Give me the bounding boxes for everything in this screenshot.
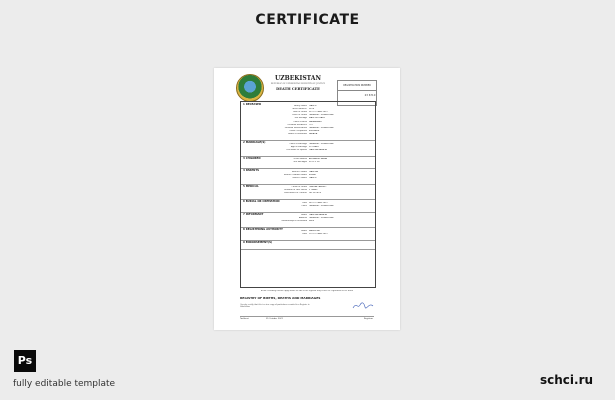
field-label: Duration of Last Illness xyxy=(284,189,307,192)
field-value: TASHKENT, UZBEKISTAN xyxy=(309,217,334,220)
field-value: TASHKENT, UZBEKISTAN xyxy=(309,142,334,145)
footer-place: Tashkent xyxy=(240,318,249,320)
field-label: Personal Residence xyxy=(287,123,307,126)
field-value: TASHKENT, UZBEKISTAN xyxy=(309,126,334,129)
template-label: fully editable template xyxy=(13,379,116,389)
field-value: ENGINEER xyxy=(309,130,320,133)
field-label: Date xyxy=(302,201,307,204)
field-label: Given Names xyxy=(293,158,307,161)
field-label: Mother's Name xyxy=(291,170,307,173)
country-name: UZBEKISTAN xyxy=(275,75,321,82)
field-label: Date of Death xyxy=(292,110,307,113)
registry-title: REGISTRY OF BIRTHS, DEATHS AND MARRIAGES xyxy=(240,296,321,300)
field-value: IVANOV xyxy=(309,104,317,107)
field-value: CARDIAC ARREST xyxy=(309,186,327,189)
form-row xyxy=(241,233,375,236)
registration-note: Before recording a death, apply under the Act or the registrar may refuse the registration of the death xyxy=(260,290,354,292)
section-title: 2 MARRIAGE(S) xyxy=(243,141,266,144)
form-row xyxy=(241,220,375,223)
section-title: 5 MEDICAL xyxy=(243,184,259,188)
field-label: Address xyxy=(299,217,307,220)
field-label: Practitioner or Coroner xyxy=(284,192,307,195)
certification-text: I hereby certify that this is a true copy of particulars recorded in a Register in Uzbekistan xyxy=(240,304,310,309)
section-title: 9 ENDORSEMENT(S) xyxy=(243,240,273,244)
form-section xyxy=(241,102,375,141)
field-value: TASHKENT, UZBEKISTAN xyxy=(309,204,334,207)
field-label: Place xyxy=(301,204,307,207)
field-label: Name xyxy=(301,214,307,217)
form-row xyxy=(241,149,375,152)
form-row xyxy=(241,177,375,180)
document-subtitle: REPUBLIC OF UZBEKISTAN MINISTRY OF JUSTICE xyxy=(270,83,326,85)
field-value: 05 OCTOBER 2021 xyxy=(309,110,328,113)
registrar-signature xyxy=(352,301,374,310)
section-title: 4 PARENTS xyxy=(243,169,259,172)
field-label: Father's Name xyxy=(292,176,307,179)
form-section xyxy=(241,140,375,157)
field-value: WIFE xyxy=(309,220,314,223)
form-section xyxy=(241,168,375,185)
field-label: Mother's Maiden Name xyxy=(283,173,307,176)
field-label: Place of Death xyxy=(292,114,307,117)
field-label: Usual Occupation xyxy=(289,130,307,133)
form-row xyxy=(241,133,375,136)
form-row xyxy=(241,192,375,195)
footer-date: 25 October 2021 xyxy=(266,318,283,320)
field-value: IVANOVA NATALIA xyxy=(309,214,327,217)
field-value: DR. PETROV xyxy=(309,192,322,195)
field-label: Place of Marriage xyxy=(289,142,307,145)
field-value: 2 YEARS xyxy=(309,189,318,192)
field-value: KARIMOVA xyxy=(309,229,320,232)
field-value: ELENA xyxy=(309,173,316,176)
field-value: NATALIA xyxy=(309,133,318,136)
section-title: 8 REGISTERING AUTHORITY xyxy=(243,228,283,232)
field-label: Relationship to Deceased xyxy=(281,220,307,223)
field-value: M 29, F 26 xyxy=(309,161,320,164)
form-section xyxy=(241,227,375,240)
certificate-sheet xyxy=(214,68,400,330)
footer-divider xyxy=(240,316,374,317)
state-emblem-icon xyxy=(236,74,264,102)
form-section xyxy=(241,199,375,212)
registration-number-caption: REGISTRATION NUMBER xyxy=(338,82,376,91)
field-value: CITY xyxy=(309,123,314,126)
field-label: Age at Marriage xyxy=(291,145,307,148)
field-label: Sex and Ages xyxy=(293,161,307,164)
field-label: Name xyxy=(301,229,307,232)
field-label: Personal Identification xyxy=(284,126,307,129)
section-title: 6 BURIAL OR CREMATION xyxy=(243,200,280,204)
brand-label: schci.ru xyxy=(540,373,594,387)
field-label: Given Name(s) xyxy=(292,107,307,110)
field-label: Sex and Age xyxy=(294,117,307,120)
section-title: 1 DECEASED xyxy=(243,103,262,106)
field-label: Cause of Death xyxy=(291,186,307,189)
field-value: SAMARKAND xyxy=(309,120,322,123)
footer-registrar: Registrar xyxy=(364,318,374,320)
section-title: 3 CHILDREN xyxy=(243,156,261,160)
field-value: 25 YEARS xyxy=(309,145,319,148)
certificate-form xyxy=(240,101,376,288)
field-value: 10 OCTOBER 2021 xyxy=(309,232,328,235)
field-value: 08 OCTOBER 2021 xyxy=(309,201,328,204)
field-label: Name of Informant xyxy=(288,133,307,136)
form-section xyxy=(241,240,375,250)
field-label: Place of Birth xyxy=(293,120,307,123)
form-section xyxy=(241,156,375,169)
field-value: TASHKENT, UZBEKISTAN xyxy=(309,114,334,117)
field-label: Full Name of Spouse xyxy=(286,148,307,151)
document-title-block xyxy=(264,75,332,91)
field-value: IVANOVA NATALIA xyxy=(309,148,327,151)
document-title: DEATH CERTIFICATE xyxy=(276,87,320,91)
page-heading: CERTIFICATE xyxy=(255,12,360,28)
registration-number-value: 23 6710 xyxy=(364,94,376,97)
field-value: IGOR xyxy=(309,107,315,110)
field-value: ALEXANDR, ANNA xyxy=(309,158,327,161)
field-label: Date xyxy=(302,232,307,235)
section-title: 7 INFORMANT xyxy=(243,212,264,216)
field-label: Family Name xyxy=(294,104,307,107)
form-row xyxy=(241,205,375,208)
field-value: MALE 58 YEARS xyxy=(309,117,325,120)
form-row xyxy=(241,161,375,164)
photoshop-icon: Ps xyxy=(14,350,36,372)
field-value: IVANOV xyxy=(309,176,317,179)
field-value: IVANOVA xyxy=(309,170,318,173)
